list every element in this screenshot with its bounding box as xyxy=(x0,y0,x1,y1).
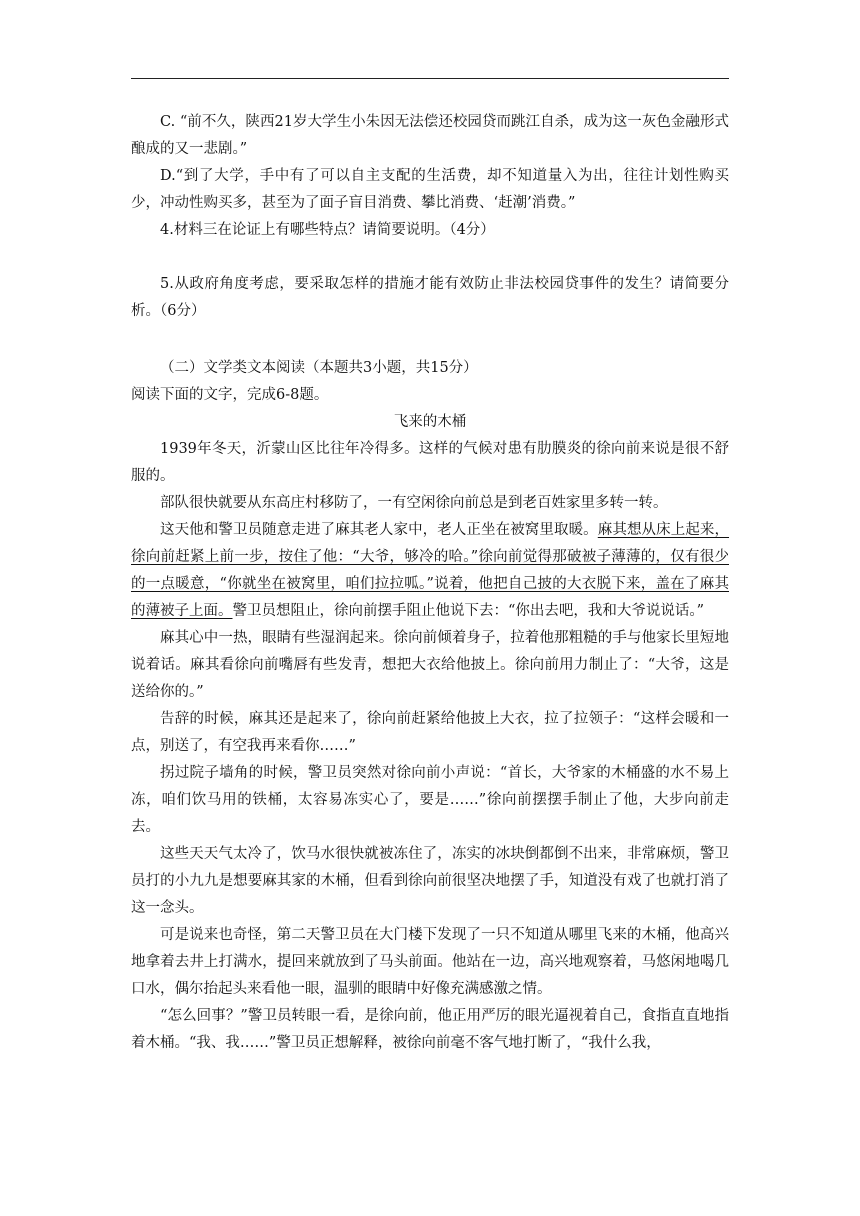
story-paragraph-6: 拐过院子墙角的时候，警卫员突然对徐向前小声说：“首长，大爷家的木桶盛的水不易上冻，咱们饮马用的铁桶，太容易冻实心了，要是……”徐向前摆摆手制止了他，大步向前走去。 xyxy=(131,765,729,835)
story-paragraph-7: 这些天天气太冷了，饮马水很快就被冻住了，冻实的冰块倒都倒不出来，非常麻烦，警卫员打的小九九是想要麻其家的木桶，但看到徐向前很坚决地摆了手，知道没有戏了也就打消了这一念头。 xyxy=(131,846,729,916)
story-paragraph-2: 部队很快就要从东高庄村移防了，一有空闲徐向前总是到老百姓家里多转一转。 xyxy=(160,495,668,511)
story-paragraph-4: 麻其心中一热，眼睛有些湿润起来。徐向前倾着身子，拉着他那粗糙的手与他家长里短地说着话。麻其看徐向前嘴唇有些发青，想把大衣给他披上。徐向前用力制止了：“大爷，这是送给你的。” xyxy=(131,630,729,700)
literary-section xyxy=(131,355,729,1057)
story-paragraph-9: “怎么回事？”警卫员转眼一看，是徐向前，他正用严厉的眼光逼视着自己，食指直直地指着木桶。“我、我……”警卫员正想解释，被徐向前毫不客气地打断了，“我什么我， xyxy=(131,1008,729,1051)
story-paragraph-3 xyxy=(131,517,729,625)
underlined-passage: 麻其想从床上起来，徐向前赶紧上前一步，按住了他：“大爷，够冷的哈。”徐向前觉得那破被子薄薄的，仅有很少的一点暖意，“你就坐在被窝里，咱们拉拉呱。”说着，他把自己披的大衣脱下来，盖在了麻其的薄被子上面。 xyxy=(131,522,730,619)
story-title: 飞来的木桶 xyxy=(393,414,467,430)
section-instruction: 阅读下面的文字，完成6-8题。 xyxy=(131,387,329,403)
paragraph-3-opening: 这天他和警卫员随意走进了麻其老人家中，老人正坐在被窝里取暖。 xyxy=(160,522,598,538)
header-rule xyxy=(131,78,729,79)
story-paragraph-8: 可是说来也奇怪，第二天警卫员在大门楼下发现了一只不知道从哪里飞来的木桶，他高兴地拿着去井上打满水，提回来就放到了马头前面。他站在一边，高兴地观察着，马悠闲地喝几口水，偶尔抬起头来看他一眼，温驯的眼睛中好像充满感激之情。 xyxy=(131,927,729,997)
question-4: 4.材料三在论证上有哪些特点？请简要说明。（4分） xyxy=(160,222,495,238)
question-5-block xyxy=(131,271,729,325)
option-d: D.“到了大学，手中有了可以自主支配的生活费，却不知道量入为出，往往计划性购买少，冲动性购买多，甚至为了面子盲目消费、攀比消费、‘赶潮’消费。” xyxy=(131,168,729,211)
section-heading: （二）文学类文本阅读（本题共3小题，共15分） xyxy=(160,360,478,376)
story-paragraph-1: 1939年冬天，沂蒙山区比往年冷得多。这样的气候对患有肋膜炎的徐向前来说是很不舒服的。 xyxy=(131,441,729,484)
paragraph-3-ending: 警卫员想阻止，徐向前摆手阻止他说下去：“你出去吧，我和大爷说说话。” xyxy=(232,603,705,619)
exam-page-top xyxy=(131,109,729,244)
option-c: C. “前不久，陕西21岁大学生小朱因无法偿还校园贷而跳江自杀，成为这一灰色金融形式酿成的又一悲剧。” xyxy=(131,114,729,157)
story-paragraph-5: 告辞的时候，麻其还是起来了，徐向前赶紧给他披上大衣，拉了拉领子：“这样会暖和一点，别送了，有空我再来看你……” xyxy=(131,711,729,754)
question-5: 5.从政府角度考虑，要采取怎样的措施才能有效防止非法校园贷事件的发生？请简要分析。（6分） xyxy=(131,276,729,319)
